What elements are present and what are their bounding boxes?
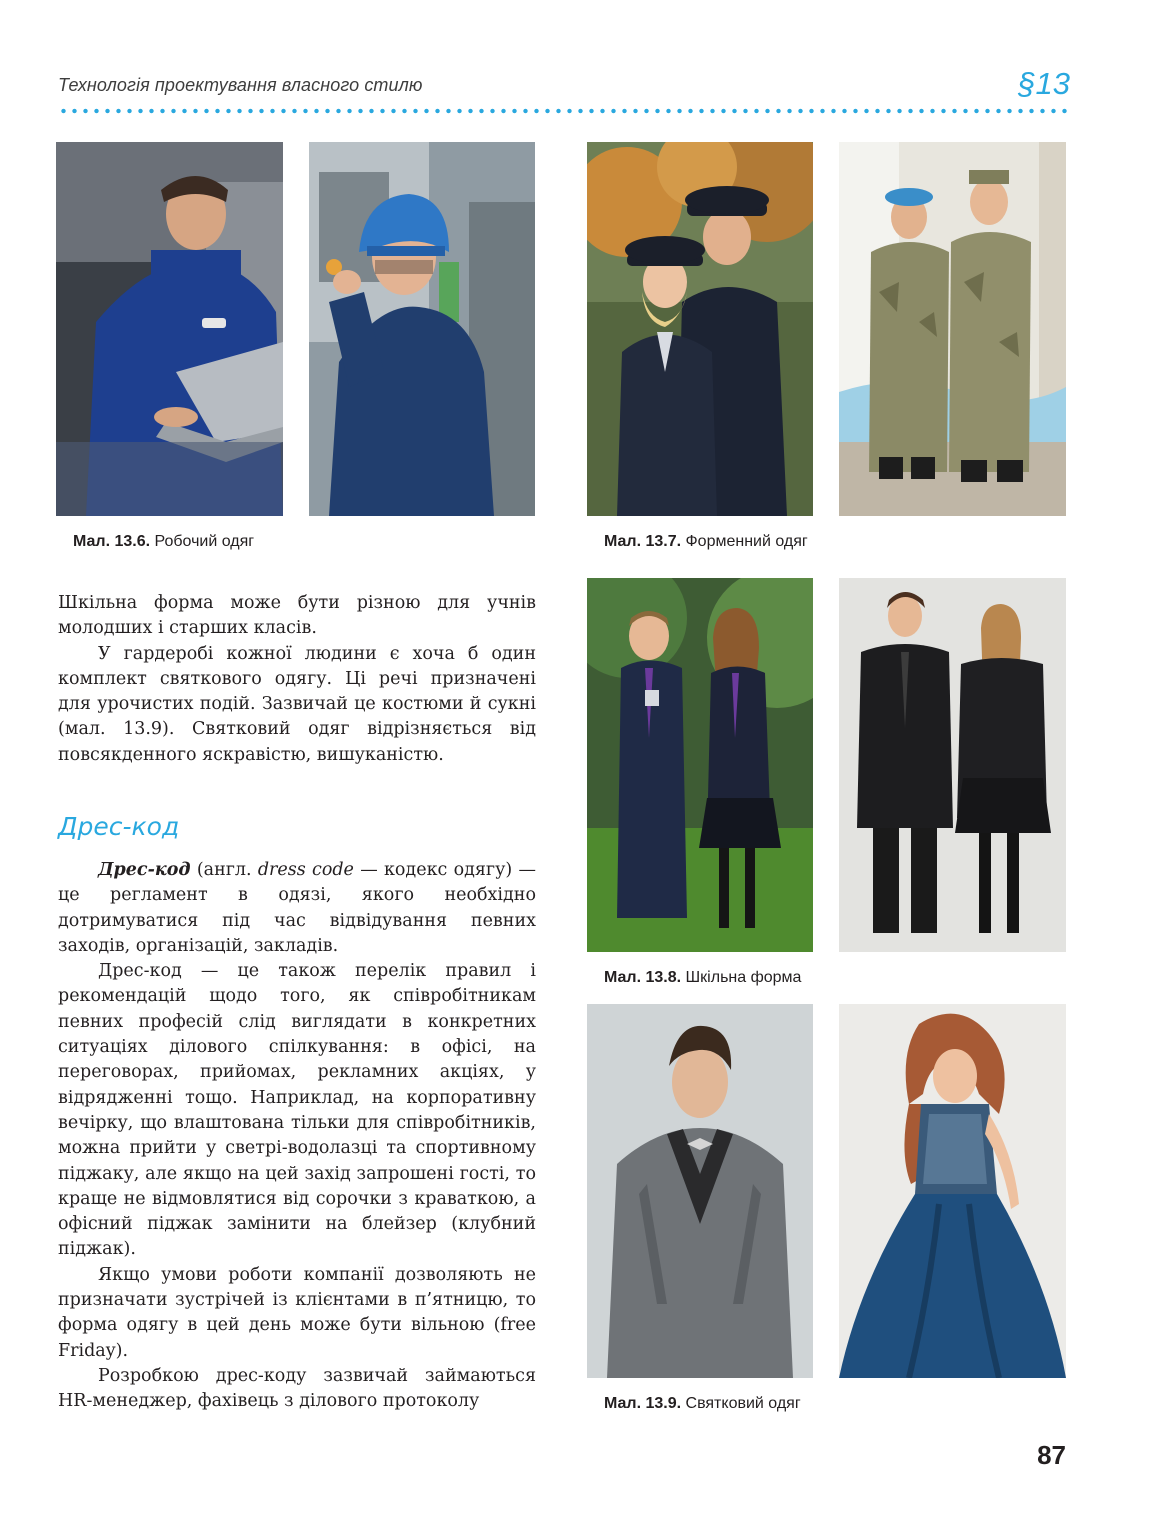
figure-caption: Святковий одяг bbox=[685, 1395, 801, 1412]
figure-number: Мал. 13.9. bbox=[604, 1395, 682, 1412]
english-term: dress code bbox=[257, 860, 354, 880]
photo-mechanic-with-laptop bbox=[56, 142, 283, 516]
figure-caption: Форменний одяг bbox=[685, 533, 808, 550]
figure-caption: Робочий одяг bbox=[154, 533, 255, 550]
paragraph: У гардеробі кожної людини є хоча б один комплект святкового одягу. Ці речі призначені для урочистих подій. Зазвичай це костюми й сукні (мал. 13.9). Святковий одяг відрізняється від повсякденного яскравістю, вишуканістю. bbox=[58, 643, 536, 765]
header-dotted-divider bbox=[58, 108, 1070, 114]
caption-fig-13-6 bbox=[73, 533, 254, 551]
body-text-lower bbox=[58, 858, 536, 1415]
page-number: 87 bbox=[1037, 1440, 1066, 1470]
figure-number: Мал. 13.7. bbox=[604, 533, 682, 550]
definition-part: (англ. bbox=[190, 860, 258, 880]
photo-school-uniform-studio bbox=[839, 578, 1066, 952]
photo-worker-in-hard-hat bbox=[309, 142, 535, 516]
paragraph: Шкільна форма може бути різною для учнів молодших і старших класів. bbox=[58, 593, 536, 639]
term: Дрес-код bbox=[98, 860, 191, 880]
paragraph: Розробкою дрес-коду зазвичай займаються HR-менеджер, фахівець з ділового протоколу bbox=[58, 1365, 536, 1412]
running-header-title: Технологія проектування власного стилю bbox=[58, 75, 423, 95]
caption-fig-13-9 bbox=[604, 1395, 801, 1413]
photo-soldiers bbox=[839, 142, 1066, 516]
section-number: §13 bbox=[1018, 66, 1070, 101]
definition-part: — кодекс одягу) — це регламент в одязі, якого необхідно дотримуватися під час відвідування певних заходів, організацій, закладів. bbox=[58, 860, 536, 956]
figure-number: Мал. 13.8. bbox=[604, 969, 682, 986]
paragraph: Якщо умови роботи компанії дозволяють не призначати зустрічей із клієнтами в п’ятницю, то форма одягу в цей день може бути вільною (free Friday). bbox=[58, 1264, 536, 1361]
photo-man-in-festive-suit bbox=[587, 1004, 813, 1378]
section-heading-dress-code: Дрес-код bbox=[58, 812, 180, 841]
body-text-upper bbox=[58, 591, 536, 768]
figure-number: Мал. 13.6. bbox=[73, 533, 151, 550]
figure-caption: Шкільна форма bbox=[685, 969, 802, 986]
photo-woman-in-evening-gown bbox=[839, 1004, 1066, 1378]
paragraph: Дрес-код — це також перелік правил і рекомендацій щодо того, як співробітникам певних професій слід виглядати в конкретних ситуаціях ділового спілкування: в офісі, на переговорах, прийомах, рекламних акціях, у відрядженні тощо. Наприклад, на корпоративну вечірку, що влаштована тільки для співробітників, можна прийти у светрі-водолазці та спортивному піджаку, але якщо на цей захід запрошені гості, то краще не відмовлятися від сорочки з краваткою, а офісний піджак замінити на блейзер (клубний піджак). bbox=[58, 961, 536, 1260]
paragraph-definition bbox=[58, 858, 536, 959]
photo-school-uniform-outdoors bbox=[587, 578, 813, 952]
caption-fig-13-7 bbox=[604, 533, 808, 551]
photo-police-officers bbox=[587, 142, 813, 516]
caption-fig-13-8 bbox=[604, 969, 801, 987]
